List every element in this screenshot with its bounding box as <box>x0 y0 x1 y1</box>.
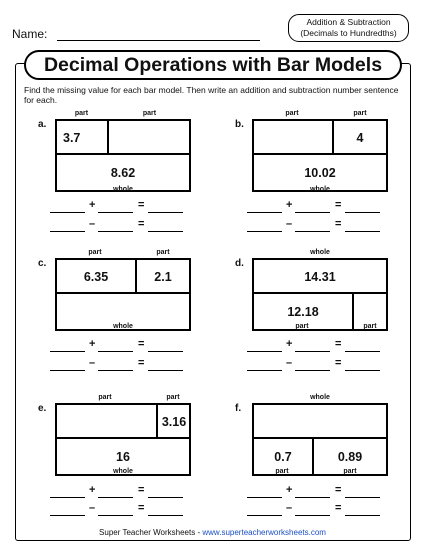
answer-blank[interactable] <box>148 370 183 371</box>
plus-sign: + <box>286 199 293 211</box>
equals-sign: = <box>138 199 145 211</box>
answer-blank[interactable] <box>345 515 380 516</box>
instructions: Find the missing value for each bar model. Then write an addition and subtraction number sentence for each. <box>24 85 399 105</box>
problem-letter: d. <box>235 258 244 269</box>
answer-blank[interactable] <box>295 370 330 371</box>
part-label: part <box>363 323 377 330</box>
answer-blank[interactable] <box>98 212 133 213</box>
problem-e <box>38 392 235 532</box>
problem-a <box>38 108 235 248</box>
problem-f <box>235 392 425 532</box>
answer-blank[interactable] <box>247 212 282 213</box>
answer-blank[interactable] <box>295 231 330 232</box>
equals-sign: = <box>335 357 342 369</box>
problem-letter: b. <box>235 119 244 130</box>
addition-sentence <box>247 484 387 498</box>
minus-sign: – <box>89 218 96 230</box>
equals-sign: = <box>335 199 342 211</box>
answer-blank[interactable] <box>50 231 85 232</box>
answer-blank[interactable] <box>148 497 183 498</box>
part-1-value: 12.18 <box>287 305 319 319</box>
answer-blank[interactable] <box>98 351 133 352</box>
part-1-value[interactable] <box>254 121 332 154</box>
part-label: part <box>295 323 309 330</box>
part-label: part <box>88 249 102 256</box>
addition-sentence <box>247 338 387 352</box>
part-2-value: 0.89 <box>337 450 363 464</box>
problem-b <box>235 108 425 248</box>
answer-blank[interactable] <box>345 497 380 498</box>
part-label: part <box>142 110 157 117</box>
answer-blank[interactable] <box>345 370 380 371</box>
part-label: part <box>285 110 299 117</box>
part-1-value: 0.7 <box>274 450 292 464</box>
part-1-value[interactable] <box>57 405 156 438</box>
whole-value: 14.31 <box>304 269 336 284</box>
whole-label: whole <box>113 468 133 475</box>
minus-sign: – <box>286 357 293 369</box>
answer-blank[interactable] <box>98 515 133 516</box>
part-label: part <box>74 110 89 117</box>
subtraction-sentence <box>247 218 387 232</box>
equals-sign: = <box>138 502 145 514</box>
problem-letter: c. <box>38 258 47 269</box>
part-label: part <box>343 468 357 475</box>
whole-label: whole <box>113 323 133 330</box>
part-2-value: 4 <box>356 130 364 145</box>
whole-value: 16 <box>116 450 130 464</box>
addition-sentence <box>50 199 190 213</box>
equals-sign: = <box>138 484 145 496</box>
part-2-value[interactable] <box>109 121 189 154</box>
part-label: part <box>275 468 289 475</box>
answer-blank[interactable] <box>247 497 282 498</box>
answer-blank[interactable] <box>247 231 282 232</box>
answer-blank[interactable] <box>98 370 133 371</box>
answer-blank[interactable] <box>295 212 330 213</box>
name-label: Name: <box>12 27 48 41</box>
answer-blank[interactable] <box>148 212 183 213</box>
plus-sign: + <box>89 338 96 350</box>
footer <box>0 528 425 537</box>
answer-blank[interactable] <box>345 351 380 352</box>
answer-blank[interactable] <box>50 212 85 213</box>
problem-letter: a. <box>38 119 47 130</box>
answer-blank[interactable] <box>148 231 183 232</box>
answer-blank[interactable] <box>345 231 380 232</box>
answer-blank[interactable] <box>50 497 85 498</box>
answer-blank[interactable] <box>98 231 133 232</box>
answer-blank[interactable] <box>50 370 85 371</box>
topic-line-2: (Decimals to Hundredths) <box>300 28 397 38</box>
equals-sign: = <box>335 484 342 496</box>
answer-blank[interactable] <box>247 515 282 516</box>
whole-value: 8.62 <box>110 166 136 180</box>
addition-sentence <box>50 338 190 352</box>
part-label: part <box>166 394 180 401</box>
answer-blank[interactable] <box>247 370 282 371</box>
part-label: part <box>156 249 170 256</box>
answer-blank[interactable] <box>295 515 330 516</box>
part-2-value: 2.1 <box>154 269 172 284</box>
answer-blank[interactable] <box>148 515 183 516</box>
footer-link[interactable]: www.superteacherworksheets.com <box>202 528 326 537</box>
problem-letter: f. <box>235 403 242 414</box>
answer-blank[interactable] <box>50 515 85 516</box>
part-1-value: 6.35 <box>83 269 109 284</box>
minus-sign: – <box>89 502 96 514</box>
answer-blank[interactable] <box>148 351 183 352</box>
equals-sign: = <box>138 218 145 230</box>
equals-sign: = <box>335 338 342 350</box>
footer-brand: Super Teacher Worksheets <box>99 528 196 537</box>
part-2-value: 3.16 <box>161 414 187 429</box>
whole-label: whole <box>113 186 133 193</box>
whole-label: whole <box>310 249 330 256</box>
answer-blank[interactable] <box>98 497 133 498</box>
minus-sign: – <box>286 218 293 230</box>
equals-sign: = <box>138 338 145 350</box>
equals-sign: = <box>335 502 342 514</box>
part-1-value: 3.7 <box>63 130 81 145</box>
subtraction-sentence <box>50 218 190 232</box>
problem-d <box>235 247 425 387</box>
minus-sign: – <box>89 357 96 369</box>
problem-letter: e. <box>38 403 47 414</box>
subtraction-sentence <box>50 357 190 371</box>
name-line[interactable] <box>57 40 260 41</box>
page-title: Decimal Operations with Bar Models <box>24 50 402 80</box>
answer-blank[interactable] <box>295 497 330 498</box>
whole-label: whole <box>310 394 330 401</box>
topic-badge <box>288 14 409 42</box>
whole-label: whole <box>310 186 330 193</box>
subtraction-sentence <box>50 502 190 516</box>
plus-sign: + <box>89 199 96 211</box>
plus-sign: + <box>286 338 293 350</box>
footer-separator: - <box>195 528 203 537</box>
whole-value[interactable] <box>252 405 388 438</box>
addition-sentence <box>247 199 387 213</box>
plus-sign: + <box>286 484 293 496</box>
topic-line-1: Addition & Subtraction <box>306 17 391 27</box>
minus-sign: – <box>286 502 293 514</box>
subtraction-sentence <box>247 357 387 371</box>
whole-value: 10.02 <box>304 166 336 180</box>
equals-sign: = <box>138 357 145 369</box>
answer-blank[interactable] <box>50 351 85 352</box>
addition-sentence <box>50 484 190 498</box>
subtraction-sentence <box>247 502 387 516</box>
part-label: part <box>98 394 112 401</box>
equals-sign: = <box>335 218 342 230</box>
part-label: part <box>353 110 367 117</box>
answer-blank[interactable] <box>247 351 282 352</box>
answer-blank[interactable] <box>295 351 330 352</box>
problem-c <box>38 247 235 387</box>
plus-sign: + <box>89 484 96 496</box>
answer-blank[interactable] <box>345 212 380 213</box>
